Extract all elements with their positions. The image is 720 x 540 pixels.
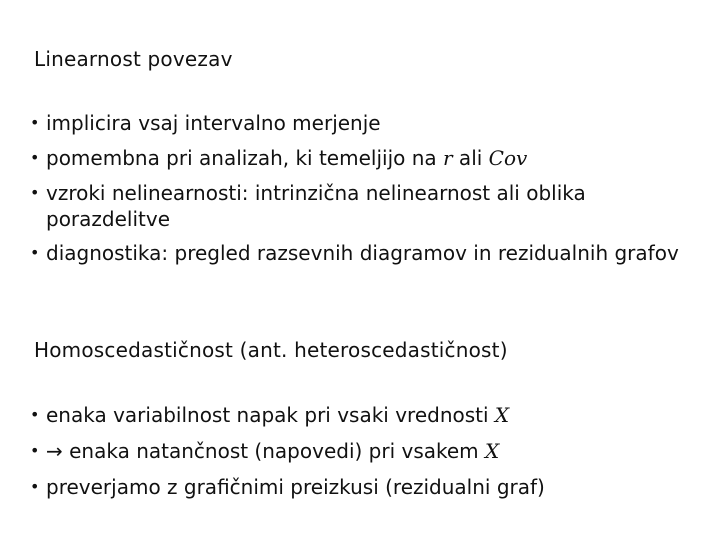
bullet-text: vzroki nelinearnosti: intrinzična nelinearnost ali oblika porazdelitve [46,181,586,231]
section-title-linearity: Linearnost povezav [34,47,233,71]
list-item [30,145,690,171]
bullet-marker: • [30,183,40,202]
list-item [30,240,690,266]
list-item [30,438,690,464]
section-title-homoscedasticity: Homoscedastičnost (ant. heteroscedastičnost) [34,338,508,362]
bullet-text-part: pomembna pri analizah, ki temeljijo na [46,146,444,170]
list-item [30,402,690,428]
bullet-marker: • [30,405,40,424]
bullet-text [30,145,690,171]
bullet-text [30,402,690,428]
list-item [30,180,690,232]
bullet-marker: • [30,477,40,496]
bullet-text [30,438,690,464]
math-variable-r: r [443,146,453,170]
math-variable-x: X [494,403,510,427]
bullet-text: implicira vsaj intervalno merjenje [46,111,381,135]
bullet-marker: • [30,243,40,262]
bullet-text-part: enaka natančnost (napovedi) pri vsakem [62,439,486,463]
list-item [30,474,690,500]
list-item [30,110,690,136]
arrow-icon: → [46,439,63,463]
bullet-text-part: ali [452,146,489,170]
math-variable-cov: Cov [488,146,528,170]
bullet-marker: • [30,113,40,132]
bullet-text-part: enaka variabilnost napak pri vsaki vrednosti [46,403,495,427]
math-variable-x: X [485,439,500,463]
bullet-marker: • [30,441,40,460]
bullet-text: preverjamo z grafičnimi preizkusi (rezidualni graf) [46,475,545,499]
bullet-marker: • [30,148,40,167]
bullet-text: diagnostika: pregled razsevnih diagramov in rezidualnih grafov [46,241,679,265]
